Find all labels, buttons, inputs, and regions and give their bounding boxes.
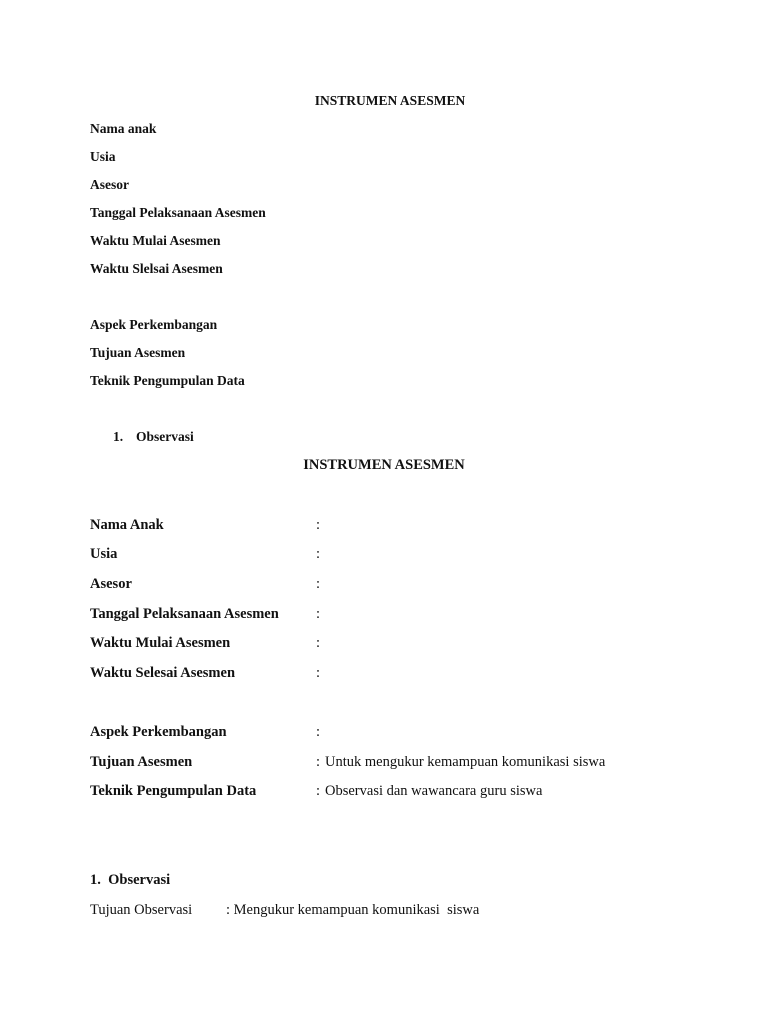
form2-row-value: Untuk mengukur kemampuan komunikasi siswa (325, 754, 606, 770)
form1-field-waktu-mulai: Waktu Mulai Asesmen (90, 233, 221, 248)
form2-row-colon: : (316, 517, 321, 533)
form2-row-colon: : (316, 754, 321, 770)
form2-row-colon: : (316, 606, 321, 622)
form1-field-asesor: Asesor (90, 177, 129, 192)
form2-row-label: Waktu Mulai Asesmen (90, 635, 231, 651)
form2-row-colon: : (316, 546, 321, 562)
form2-row-label: Teknik Pengumpulan Data (90, 783, 257, 799)
form1-list-label: Observasi (136, 429, 194, 444)
form2-row-colon: : (316, 724, 321, 740)
form2-row-label: Waktu Selesai Asesmen (90, 665, 236, 681)
form1-field-usia: Usia (90, 149, 116, 164)
form1-field-aspek: Aspek Perkembangan (90, 317, 218, 332)
form2-row-colon: : (316, 783, 321, 799)
form1-field-teknik: Teknik Pengumpulan Data (90, 373, 245, 388)
form1-field-waktu-selesai: Waktu Slelsai Asesmen (90, 261, 223, 276)
form1-field-tujuan: Tujuan Asesmen (90, 345, 186, 360)
form2-row-label: Nama Anak (90, 517, 164, 533)
form2-observation-value: : Mengukur kemampuan komunikasi siswa (226, 902, 480, 918)
form2-row-colon: : (316, 635, 321, 651)
form2-section-heading: 1. Observasi (90, 872, 171, 888)
form2-row-value: Observasi dan wawancara guru siswa (325, 783, 543, 799)
form2-title: INSTRUMEN ASESMEN (303, 457, 465, 473)
form1-field-tanggal: Tanggal Pelaksanaan Asesmen (90, 205, 266, 220)
form2-row-label: Tanggal Pelaksanaan Asesmen (90, 606, 279, 622)
form1-field-nama-anak: Nama anak (90, 121, 157, 136)
form2-row-label: Aspek Perkembangan (90, 724, 227, 740)
form1-title: INSTRUMEN ASESMEN (314, 93, 466, 108)
form2-observation-label: Tujuan Observasi (90, 902, 193, 918)
form1-list-number: 1. (113, 429, 124, 444)
form2-row-label: Tujuan Asesmen (90, 754, 193, 770)
form2-row-colon: : (316, 576, 321, 592)
form2-row-colon: : (316, 665, 321, 681)
form2-row-label: Asesor (90, 576, 132, 592)
form2-row-label: Usia (90, 546, 118, 562)
